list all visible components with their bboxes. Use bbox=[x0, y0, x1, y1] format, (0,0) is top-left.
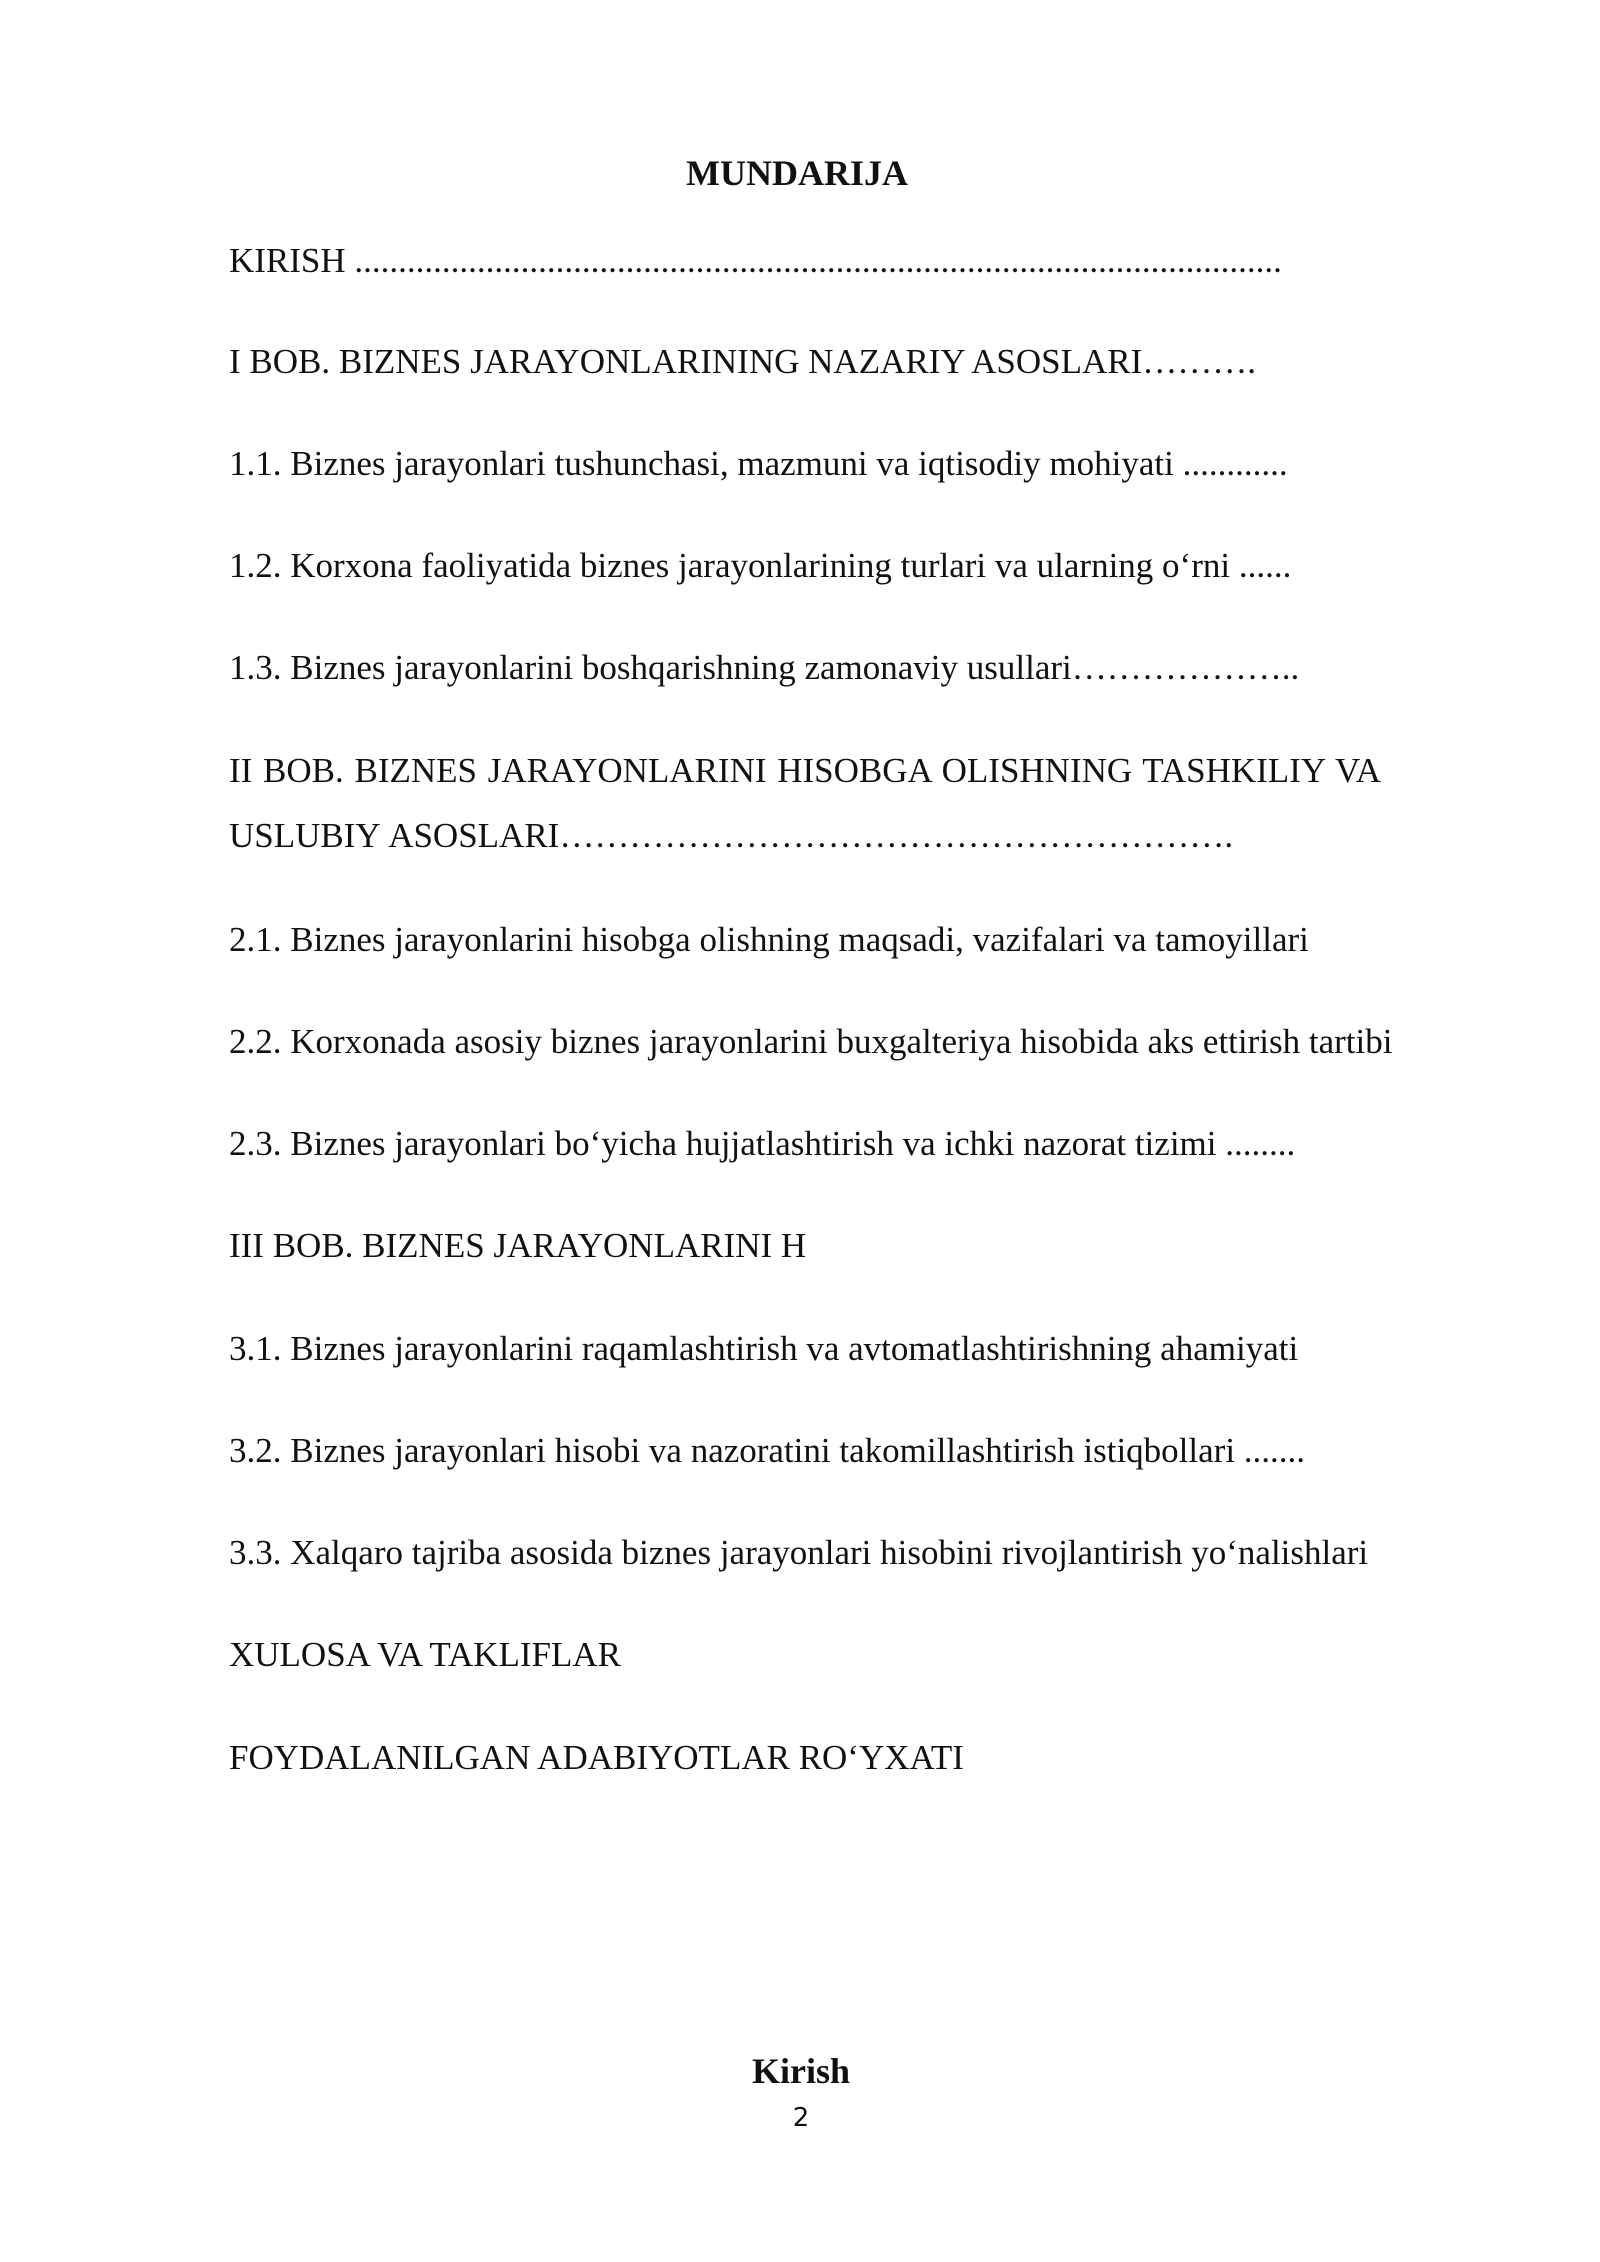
toc-entry-bibliography: FOYDALANILGAN ADABIYOTLAR RO‘YXATI bbox=[229, 1738, 964, 1777]
toc-entry-2-2: 2.2. Korxonada asosiy biznes jarayonlarini buxgalteriya hisobida aks ettirish tartibi bbox=[229, 1022, 1393, 1061]
section-heading-kirish: Kirish bbox=[751, 2051, 850, 2091]
toc-entry-chapter-1: I BOB. BIZNES JARAYONLARINING NAZARIY ASOSLARI………. bbox=[229, 342, 1257, 381]
toc-entry-1-2: 1.2. Korxona faoliyatida biznes jarayonlarining turlari va ularning o‘rni ...... bbox=[229, 546, 1292, 585]
toc-entry-2-3: 2.3. Biznes jarayonlari bo‘yicha hujjatlashtirish va ichki nazorat tizimi ........ bbox=[229, 1124, 1296, 1163]
toc-entry-conclusion: XULOSA VA TAKLIFLAR bbox=[229, 1635, 621, 1674]
toc-entry-chapter-3: III BOB. BIZNES JARAYONLARINI H bbox=[229, 1226, 807, 1265]
toc-entry-1-3: 1.3. Biznes jarayonlarini boshqarishning zamonaviy usullari……………….. bbox=[229, 648, 1300, 687]
page-number: 2 bbox=[792, 2103, 810, 2133]
toc-entry-kirish: KIRISH .......................................................................................................... bbox=[229, 241, 1282, 280]
toc-entry-1-1: 1.1. Biznes jarayonlari tushunchasi, mazmuni va iqtisodiy mohiyati ............ bbox=[229, 444, 1288, 483]
toc-entry-3-2: 3.2. Biznes jarayonlari hisobi va nazoratini takomillashtirish istiqbollari ....... bbox=[229, 1431, 1306, 1470]
toc-entry-2-1: 2.1. Biznes jarayonlarini hisobga olishning maqsadi, vazifalari va tamoyillari bbox=[229, 920, 1309, 959]
toc-title: MUNDARIJA bbox=[686, 153, 908, 193]
toc-entry-chapter-2: II BOB. BIZNES JARAYONLARINI HISOBGA OLISHNING TASHKILIY VA USLUBIY ASOSLARI…………………………………………………. bbox=[229, 751, 1380, 855]
toc-entry-3-3: 3.3. Xalqaro tajriba asosida biznes jarayonlari hisobini rivojlantirish yo‘nalishlari bbox=[229, 1533, 1369, 1572]
toc-entry-3-1: 3.1. Biznes jarayonlarini raqamlashtirish va avtomatlashtirishning ahamiyati bbox=[229, 1329, 1299, 1368]
